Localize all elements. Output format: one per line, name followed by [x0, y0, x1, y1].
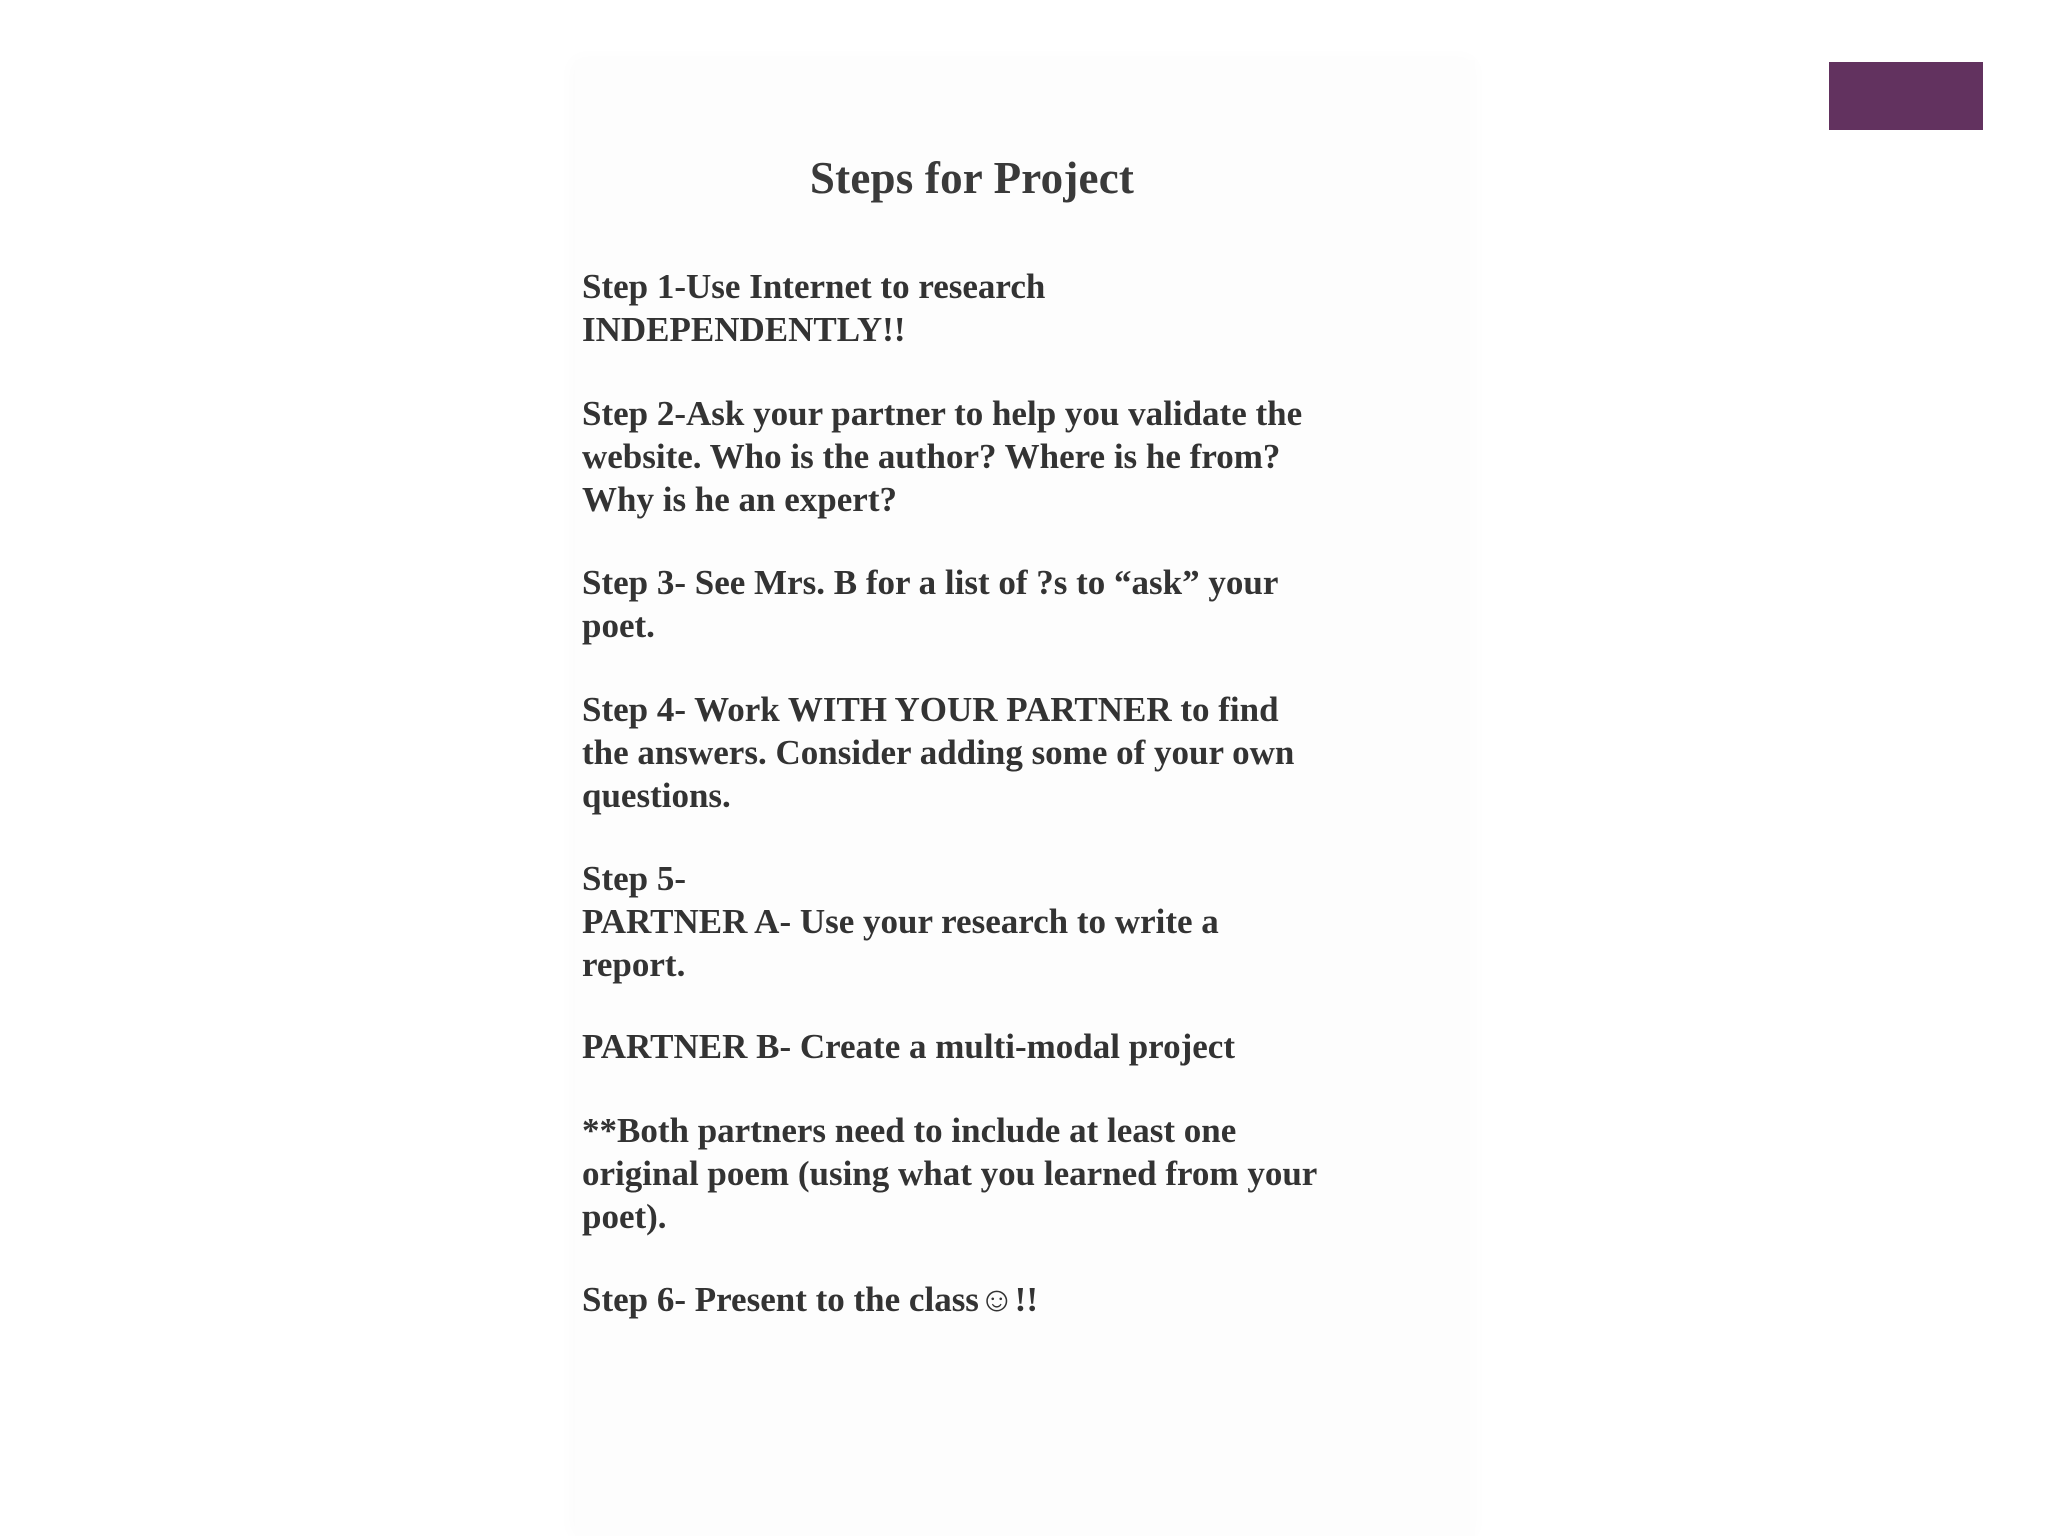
document-title: Steps for Project — [809, 153, 1135, 203]
both-partners-note: **Both partners need to include at least one original poem (using what you learned from your poet). — [582, 1111, 1318, 1236]
step-4-text: Step 4- Work WITH YOUR PARTNER to find the answers. Consider adding some of your own questions. — [582, 690, 1295, 815]
slide-accent-bar — [1829, 62, 1983, 130]
partner-b-text: PARTNER B- Create a multi-modal project — [582, 1027, 1235, 1066]
step-5-text: Step 5- PARTNER A- Use your research to write a report. — [582, 859, 1219, 984]
step-1-text: Step 1-Use Internet to research INDEPENDENTLY!! — [582, 267, 1046, 349]
step-2-text: Step 2-Ask your partner to help you validate the website. Who is the author? Where is he from? Why is he an expert? — [582, 394, 1303, 519]
step-3-text: Step 3- See Mrs. B for a list of ?s to “ask” your poet. — [582, 563, 1279, 645]
step-6-text: Step 6- Present to the class☺!! — [582, 1280, 1038, 1319]
